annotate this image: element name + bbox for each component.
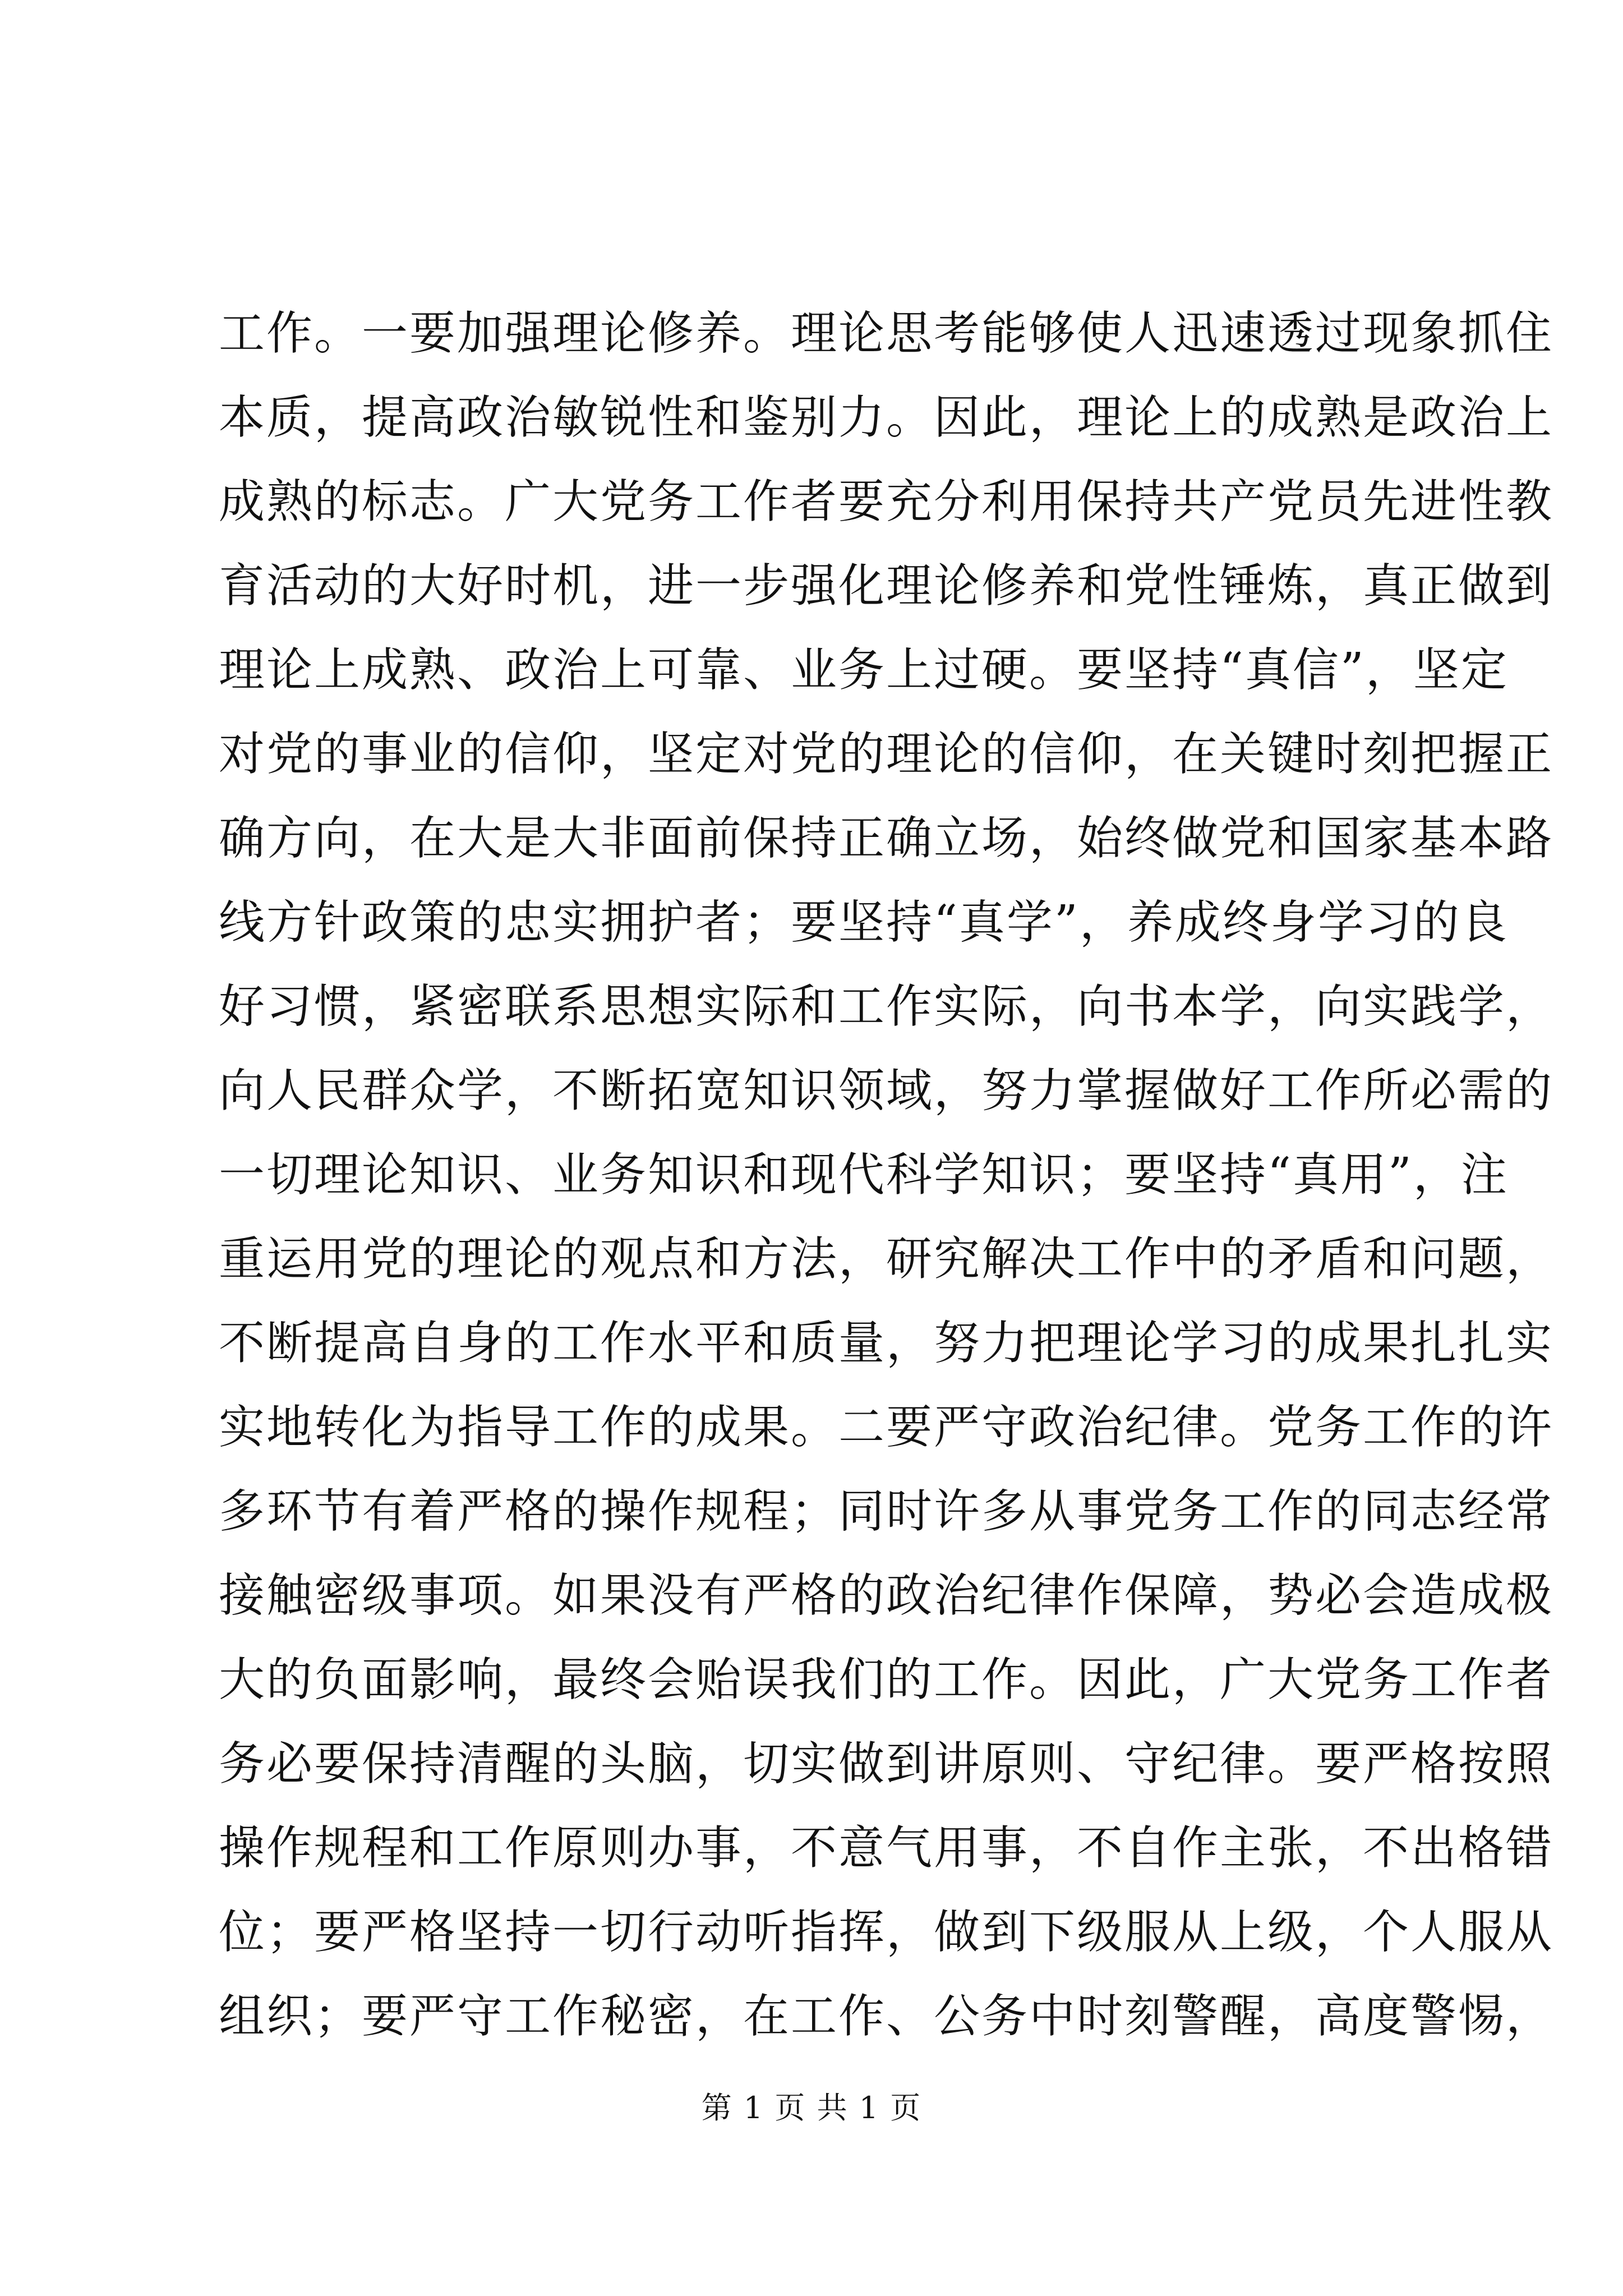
text-line: 接触密级事项。如果没有严格的政治纪律作保障，势必会造成极 xyxy=(219,1569,1554,1622)
text-line: 线方针政策的忠实拥护者；要坚持“真学”，养成终身学习的良 xyxy=(219,896,1509,949)
text-line: 组织；要严守工作秘密，在工作、公务中时刻警醒，高度警惕， xyxy=(219,1990,1554,2043)
text-line: 好习惯，紧密联系思想实际和工作实际，向书本学，向实践学， xyxy=(219,980,1554,1033)
text-line: 重运用党的理论的观点和方法，研究解决工作中的矛盾和问题， xyxy=(219,1232,1554,1286)
text-line: 操作规程和工作原则办事，不意气用事，不自作主张，不出格错 xyxy=(219,1821,1554,1875)
text-line: 位；要严格坚持一切行动听指挥，做到下级服从上级，个人服从 xyxy=(219,1906,1554,1959)
text-line: 大的负面影响，最终会贻误我们的工作。因此，广大党务工作者 xyxy=(219,1653,1554,1706)
text-line: 一切理论知识、业务知识和现代科学知识；要坚持“真用”，注 xyxy=(219,1148,1509,1202)
text-line: 务必要保持清醒的头脑，切实做到讲原则、守纪律。要严格按照 xyxy=(219,1737,1554,1791)
text-line: 育活动的大好时机，进一步强化理论修养和党性锤炼，真正做到 xyxy=(219,559,1554,613)
page-footer: 第 1 页 共 1 页 xyxy=(701,2090,922,2125)
text-line: 工作。一要加强理论修养。理论思考能够使人迅速透过现象抓住 xyxy=(219,307,1554,360)
text-line: 多环节有着严格的操作规程；同时许多从事党务工作的同志经常 xyxy=(219,1485,1554,1538)
text-line: 成熟的标志。广大党务工作者要充分利用保持共产党员先进性教 xyxy=(219,475,1554,528)
text-line: 不断提高自身的工作水平和质量，努力把理论学习的成果扎扎实 xyxy=(219,1317,1554,1370)
text-line: 本质，提高政治敏锐性和鉴别力。因此，理论上的成熟是政治上 xyxy=(219,391,1554,444)
text-line: 确方向，在大是大非面前保持正确立场，始终做党和国家基本路 xyxy=(219,812,1554,865)
text-line: 向人民群众学，不断拓宽知识领域，努力掌握做好工作所必需的 xyxy=(219,1064,1554,1117)
body-text xyxy=(219,292,1554,2059)
text-line: 对党的事业的信仰，坚定对党的理论的信仰，在关键时刻把握正 xyxy=(219,728,1554,781)
text-line: 理论上成熟、政治上可靠、业务上过硬。要坚持“真信”，坚定 xyxy=(219,643,1509,697)
text-line: 实地转化为指导工作的成果。二要严守政治纪律。党务工作的许 xyxy=(219,1401,1554,1454)
